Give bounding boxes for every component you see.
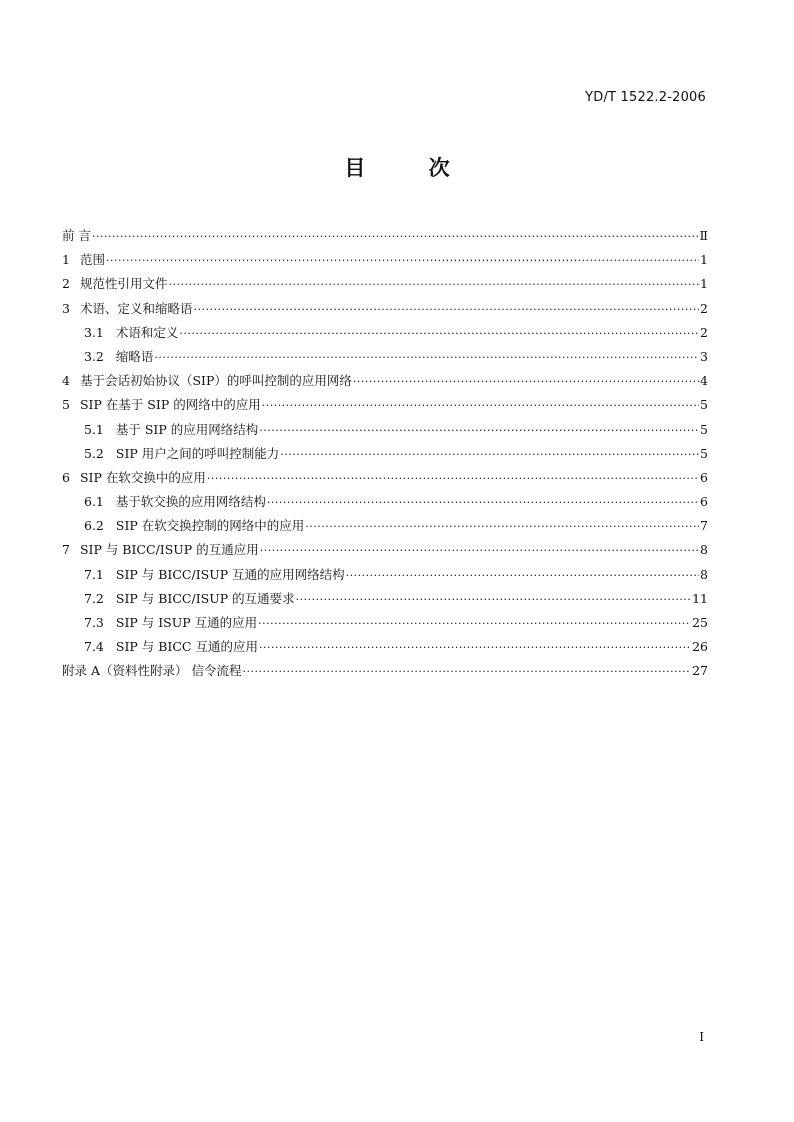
toc-entry[interactable] [62,538,708,562]
dot-leader [92,225,699,249]
dot-leader [305,515,699,539]
toc-entry[interactable] [62,418,708,442]
page-title: 目 次 [344,156,478,180]
toc-entry-page: 27 [692,663,708,679]
toc-entry-number: 3.1 [84,324,104,340]
toc-entry-number: 6 [62,469,70,485]
dot-leader [346,564,699,588]
toc-entry-title: SIP 在软交换控制的网络中的应用 [115,518,305,534]
toc-entry-number: 2 [62,276,70,292]
toc-entry-page: 6 [700,494,708,510]
toc-entry[interactable] [62,442,708,466]
dot-leader [280,443,699,467]
dot-leader [296,588,691,612]
toc-entry[interactable] [62,587,708,611]
toc-entry[interactable] [62,393,708,417]
toc-entry[interactable] [62,297,708,321]
dot-leader [262,394,699,418]
toc-entry-number: 3.2 [84,348,104,364]
toc-entry-title: SIP 在基于 SIP 的网络中的应用 [79,397,261,413]
toc-entry-page: 4 [700,373,708,389]
dot-leader [154,346,699,370]
dot-leader [259,636,691,660]
toc-entry-title: 术语和定义 [115,324,179,340]
toc-entry-title: 附录 A（资料性附录） 信令流程 [62,663,242,679]
dot-leader [168,273,699,297]
toc-entry-page: 1 [700,276,708,292]
toc-entry[interactable] [62,272,708,296]
dot-leader [106,249,699,273]
toc-entry-page: 6 [700,469,708,485]
dot-leader [193,298,699,322]
dot-leader [207,467,699,491]
page-number: I [699,1030,704,1044]
table-of-contents [62,224,708,684]
toc-entry[interactable] [62,345,708,369]
toc-entry-page: 2 [700,300,708,316]
toc-entry-page: 5 [700,445,708,461]
toc-entry-number: 7.4 [84,639,104,655]
toc-entry[interactable] [62,321,708,345]
toc-entry[interactable] [62,490,708,514]
toc-entry-page: 5 [700,397,708,413]
toc-entry-title: SIP 与 BICC/ISUP 的互通要求 [115,590,295,606]
toc-entry-number: 3 [62,300,70,316]
toc-entry-title: 基于会话初始协议（SIP）的呼叫控制的应用网络 [79,373,352,389]
toc-entry-number: 6.2 [84,518,104,534]
toc-entry-number: 1 [62,252,70,268]
toc-entry-title: SIP 与 BICC/ISUP 的互通应用 [79,542,259,558]
toc-entry[interactable] [62,369,708,393]
toc-entry[interactable] [62,611,708,635]
toc-entry-page: 8 [700,542,708,558]
toc-entry-number: 7.3 [84,615,104,630]
toc-entry-number: 4 [62,373,70,389]
toc-entry-page: 26 [692,639,708,655]
dot-leader [179,322,699,346]
toc-entry-title: 前 言 [62,228,91,243]
toc-entry[interactable] [62,659,708,683]
toc-entry-number: 5 [62,397,70,413]
toc-entry-title: SIP 与 BICC/ISUP 互通的应用网络结构 [115,566,345,582]
toc-entry-number: 6.1 [84,494,104,510]
toc-entry[interactable] [62,248,708,272]
toc-entry-title: 缩略语 [115,348,154,364]
dot-leader [260,539,699,563]
toc-entry-title: 基于软交换的应用网络结构 [115,494,266,510]
toc-entry-title: SIP 与 BICC 互通的应用 [115,639,258,655]
toc-entry-number: 7.2 [84,590,104,606]
toc-entry-page: 7 [700,518,708,534]
toc-entry[interactable] [62,635,708,659]
standard-number: YD/T 1522.2-2006 [585,90,706,105]
dot-leader [242,660,691,684]
toc-entry-title: SIP 与 ISUP 互通的应用 [115,615,258,630]
toc-entry-page: 25 [692,615,708,630]
toc-entry[interactable] [62,514,708,538]
toc-entry-title: 规范性引用文件 [79,276,168,292]
toc-entry-title: 基于 SIP 的应用网络结构 [115,421,259,437]
dot-leader [353,370,699,394]
dot-leader [267,491,699,515]
toc-entry-title: 范围 [79,252,105,268]
toc-entry-title: SIP 用户之间的呼叫控制能力 [115,445,280,461]
toc-entry-page: 1 [700,252,708,268]
toc-entry[interactable] [62,466,708,490]
toc-entry-title: SIP 在软交换中的应用 [79,469,206,485]
toc-entry-page: Ⅱ [699,228,708,243]
toc-entry-page: 3 [700,348,708,364]
toc-entry-number: 5.2 [84,445,104,461]
toc-entry-title: 术语、定义和缩略语 [79,300,193,316]
dot-leader [258,612,691,636]
dot-leader [259,419,699,443]
toc-entry-page: 8 [700,566,708,582]
toc-entry[interactable] [62,224,708,248]
toc-entry-page: 5 [700,421,708,437]
toc-entry[interactable] [62,563,708,587]
toc-entry-page: 2 [700,324,708,340]
toc-entry-number: 7 [62,542,70,558]
toc-entry-number: 7.1 [84,566,104,582]
toc-entry-number: 5.1 [84,421,104,437]
toc-entry-page: 11 [692,590,708,606]
